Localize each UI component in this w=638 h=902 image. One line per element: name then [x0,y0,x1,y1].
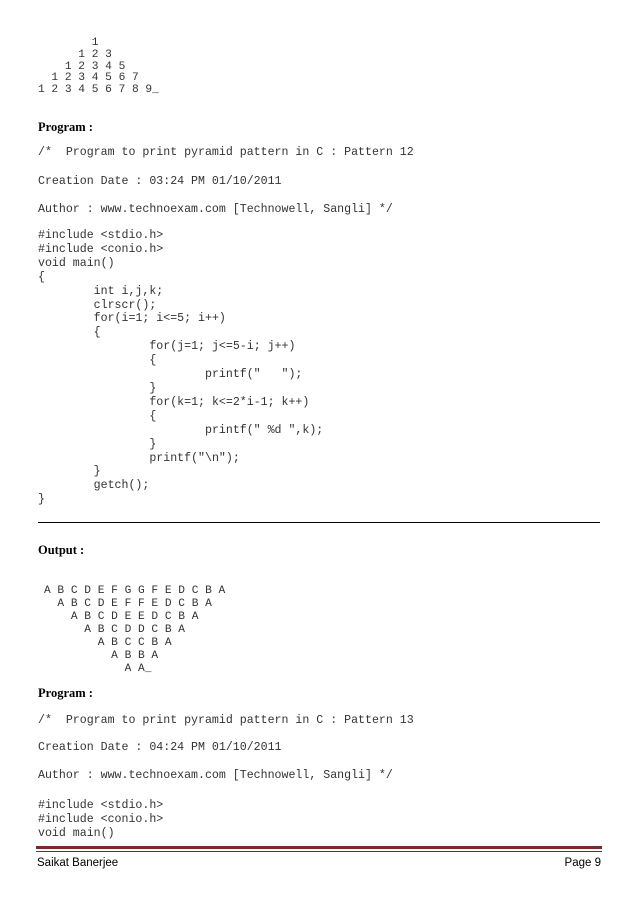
program-comment-title-2: /* Program to print pyramid pattern in C : Pattern 13 [38,714,414,727]
creation-date-2: Creation Date : 04:24 PM 01/10/2011 [38,741,282,754]
code-block-2: #include <stdio.h> #include <conio.h> void main() [38,799,164,840]
number-pyramid-output: 1 1 2 3 1 2 3 4 5 1 2 3 4 5 6 7 1 2 3 4 5 6 7 8 9_ [38,37,159,97]
footer-author: Saikat Banerjee [37,857,119,869]
footer-rule [36,846,602,849]
footer-rule-thin [36,851,602,852]
author-line-2: Author : www.technoexam.com [Technowell, Sangli] */ [38,769,393,782]
program-heading-1: Program : [38,120,93,134]
output-heading: Output : [38,543,85,557]
letter-pyramid-output: A B C D E F G G F E D C B A A B C D E F F E D C B A A B C D E E D C B A A B C D D C B A A B C C B A A B B A A A_ [44,585,226,675]
creation-date-1: Creation Date : 03:24 PM 01/10/2011 [38,175,282,188]
page-number: Page 9 [564,857,601,869]
program-heading-2: Program : [38,686,93,700]
code-block-1: #include <stdio.h> #include <conio.h> void main() { int i,j,k; clrscr(); for(i=1; i<=5; i++) { for(j=1; j<=5-i; j++) { printf(" "); } for(k=1; k<=2*i-1; k++) { printf(" %d ",k); } printf("\n"); } getch(); } [38,229,324,507]
program-comment-title-1: /* Program to print pyramid pattern in C : Pattern 12 [38,146,414,159]
section-divider [38,522,600,523]
author-line-1: Author : www.technoexam.com [Technowell, Sangli] */ [38,203,393,216]
